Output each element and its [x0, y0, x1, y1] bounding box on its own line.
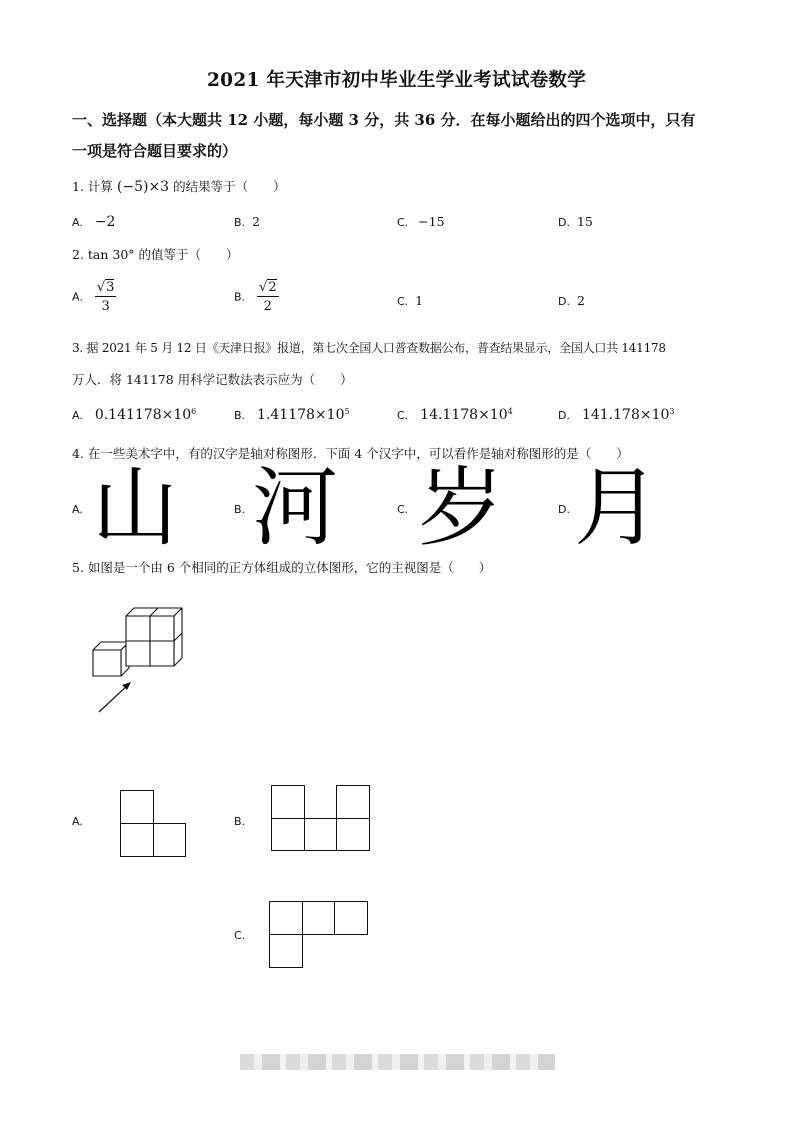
grid-square — [153, 823, 186, 857]
q2-option-b[interactable] — [234, 280, 279, 314]
q4-option-a-label[interactable]: A. — [72, 503, 83, 516]
grid-square — [334, 901, 368, 935]
q1-option-a[interactable] — [72, 214, 115, 230]
q3-option-c[interactable] — [397, 407, 513, 423]
grid-square — [336, 818, 370, 851]
option-label: C. — [397, 216, 409, 229]
q5-option-b-figure[interactable] — [271, 785, 370, 851]
option-value: −15 — [418, 214, 445, 229]
question-5-stem: 5. 如图是一个由 6 个相同的正方体组成的立体图形，它的主视图是（ ） — [72, 560, 492, 575]
option-mantissa: 141.178×10 — [581, 407, 670, 424]
grid-square — [120, 823, 154, 857]
question-2-stem: 2. tan 30° 的值等于（ ） — [72, 247, 239, 262]
option-value: 15 — [576, 214, 593, 229]
grid-square — [269, 934, 303, 968]
view-arrow-icon — [99, 684, 129, 712]
grid-square — [271, 818, 305, 851]
option-value: 1 — [415, 293, 424, 308]
q3-option-b[interactable] — [234, 407, 350, 423]
denominator: 2 — [263, 299, 272, 314]
option-label: D. — [558, 216, 570, 229]
q1-option-b[interactable] — [234, 214, 260, 229]
question-3-line1: 3. 据 2021 年 5 月 12 日《天津日报》报道，第七次全国人口普查数据公布，普查结果显示，全国人口共 141178 — [72, 341, 666, 355]
q5-option-c-figure[interactable] — [269, 901, 368, 968]
option-label: D. — [558, 409, 570, 423]
q1-option-c[interactable] — [397, 214, 445, 229]
option-label: B. — [234, 290, 246, 304]
q4-option-c-label[interactable]: C. — [397, 503, 409, 516]
option-label: A. — [72, 409, 83, 423]
question-1-suffix: 的结果等于（ ） — [173, 179, 286, 194]
grid-square — [269, 901, 303, 935]
grid-square — [271, 785, 305, 819]
option-exponent: 4 — [507, 407, 513, 416]
sqrt-symbol: √ — [259, 280, 268, 295]
fraction — [95, 280, 117, 314]
q4-option-b-char[interactable]: 河 — [252, 458, 338, 558]
numerator: 3 — [106, 280, 115, 295]
option-mantissa: 14.1178×10 — [420, 407, 508, 424]
question-1-expression: (−5)×3 — [116, 179, 170, 195]
q4-option-d-char[interactable]: 月 — [574, 458, 660, 558]
q2-option-d[interactable] — [558, 293, 585, 308]
q4-option-c-char[interactable]: 岁 — [418, 458, 504, 558]
option-value: −2 — [94, 214, 116, 230]
option-label: A. — [72, 216, 83, 229]
q4-option-b-label[interactable]: B. — [234, 503, 246, 516]
q5-option-a-figure[interactable] — [120, 790, 186, 857]
grid-square — [120, 790, 154, 824]
q5-option-b-label[interactable]: B. — [234, 815, 246, 828]
grid-square — [304, 818, 337, 851]
option-label: D. — [558, 295, 570, 308]
q1-option-d[interactable] — [558, 214, 593, 229]
q2-option-a[interactable] — [72, 280, 116, 314]
option-label: C. — [397, 409, 409, 423]
q2-option-c[interactable] — [397, 293, 423, 308]
option-label: C. — [397, 295, 409, 308]
page-title: 2021 年天津市初中毕业生学业考试试卷数学 — [206, 70, 587, 91]
section-heading-line1: 一、选择题（本大题共 12 小题，每小题 3 分，共 36 分．在每小题给出的四个选项中，只有 — [72, 111, 696, 129]
denominator: 3 — [101, 299, 110, 314]
grid-square — [336, 785, 370, 819]
option-exponent: 3 — [669, 407, 675, 416]
fraction — [257, 280, 279, 314]
q4-option-d-label[interactable]: D. — [558, 503, 570, 516]
sqrt-symbol: √ — [96, 280, 106, 295]
option-mantissa: 1.41178×10 — [257, 407, 345, 424]
numerator: 2 — [268, 280, 277, 295]
option-mantissa: 0.141178×10 — [94, 407, 192, 424]
section-heading-line2: 一项是符合题目要求的） — [72, 142, 238, 160]
option-label: B. — [234, 216, 246, 229]
option-value: 2 — [576, 293, 585, 308]
cube-solid-figure — [85, 600, 195, 720]
option-label: A. — [72, 290, 83, 304]
option-value: 2 — [252, 214, 260, 229]
question-3-line2: 万人．将 141178 用科学记数法表示应为（ ） — [72, 372, 353, 387]
q4-option-a-char[interactable]: 山 — [92, 458, 178, 558]
q3-option-a[interactable] — [72, 407, 196, 423]
q5-option-c-label[interactable]: C. — [234, 929, 246, 942]
question-1-prefix: 1. 计算 — [72, 179, 113, 194]
blurred-footer-watermark — [240, 1054, 555, 1070]
option-exponent: 6 — [191, 407, 197, 416]
q5-option-a-label[interactable]: A. — [72, 815, 83, 828]
question-4-stem: 4. 在一些美术字中，有的汉字是轴对称图形．下面 4 个汉字中，可以看作是轴对称图形的是（ ） — [72, 446, 629, 461]
question-1-stem — [72, 177, 286, 195]
option-label: B. — [234, 409, 246, 423]
grid-square — [302, 901, 335, 935]
option-exponent: 5 — [344, 407, 350, 416]
q3-option-d[interactable] — [558, 407, 675, 423]
